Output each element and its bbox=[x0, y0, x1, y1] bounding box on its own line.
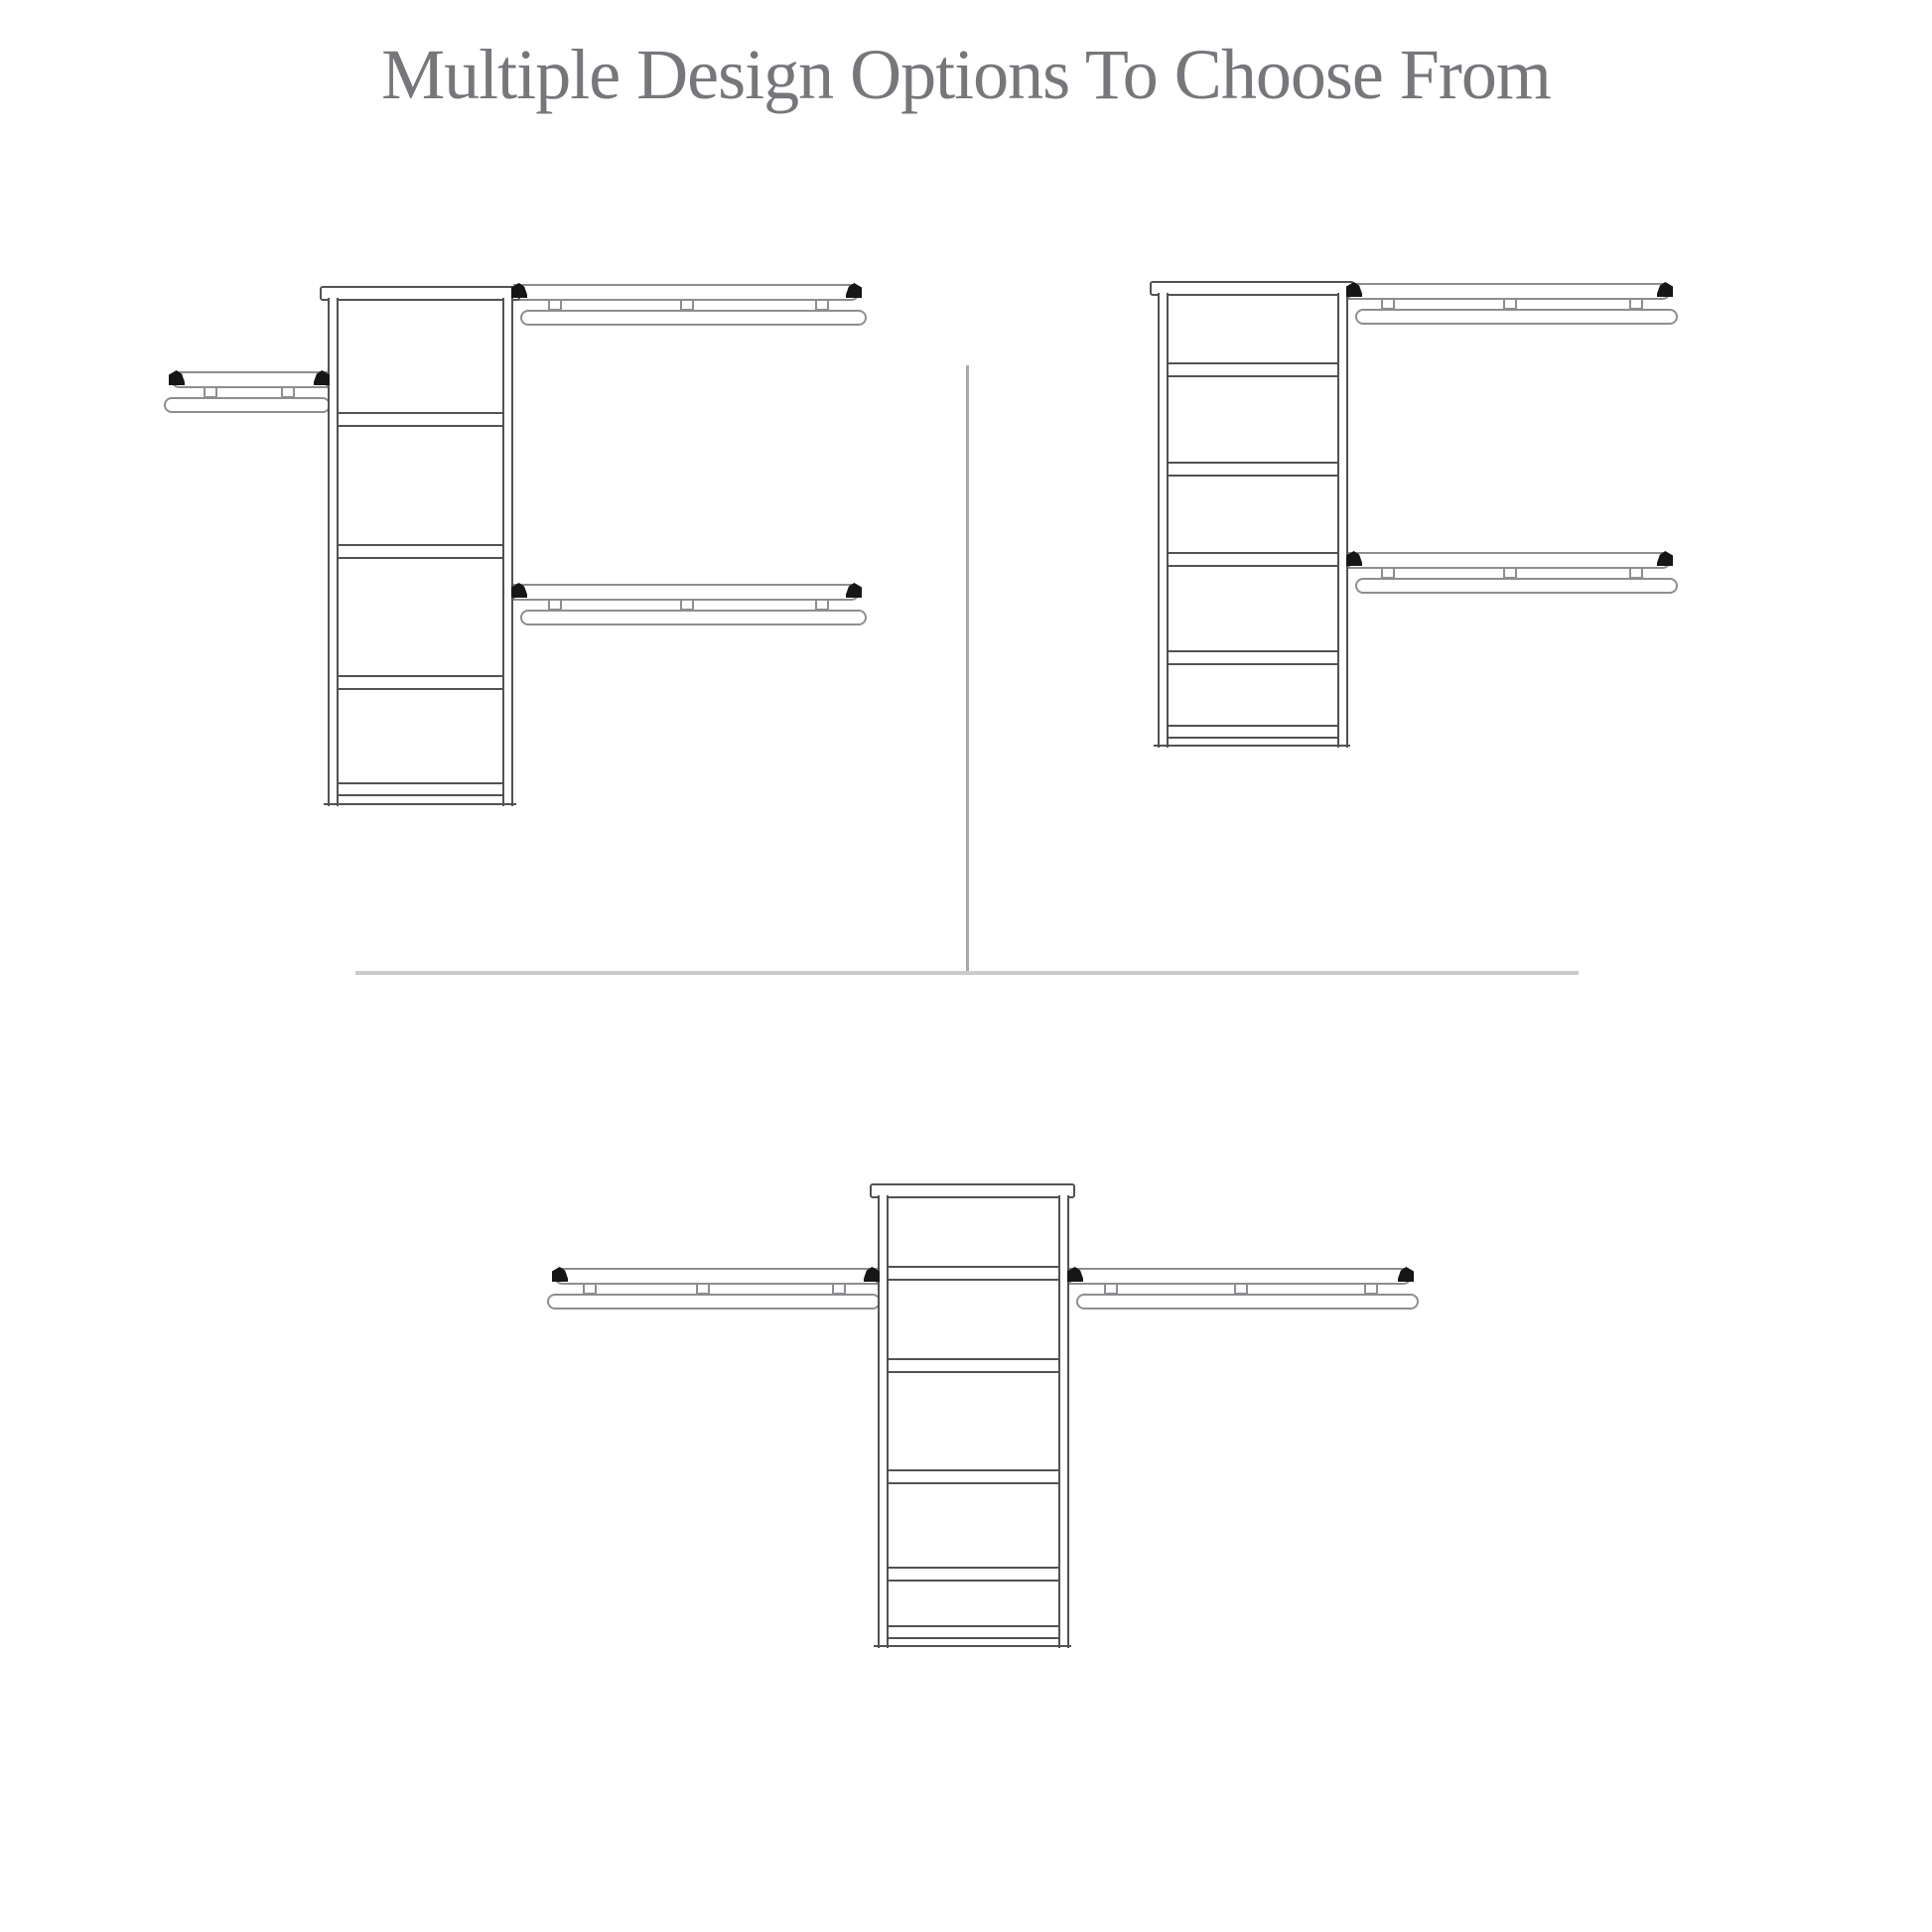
tower-side-rail-right bbox=[1058, 1195, 1069, 1648]
page-title: Multiple Design Options To Choose From bbox=[381, 35, 1551, 114]
tower-side-rail-left bbox=[1158, 293, 1169, 748]
tower-shelf bbox=[889, 1567, 1058, 1582]
rod-clip bbox=[1381, 298, 1395, 310]
rod-clip bbox=[680, 599, 694, 611]
rod-bar bbox=[520, 310, 867, 326]
rod-clip bbox=[1234, 1283, 1248, 1295]
tower-shelf bbox=[889, 1469, 1058, 1484]
rod-rail bbox=[554, 1268, 878, 1285]
tower-shelf bbox=[339, 675, 502, 690]
tower-side-rail-left bbox=[328, 298, 339, 806]
tower-bottom-line bbox=[1154, 745, 1350, 747]
rod-clip bbox=[548, 299, 562, 311]
rod-clip bbox=[281, 386, 295, 398]
rod-clip bbox=[1104, 1283, 1118, 1295]
rod-clip bbox=[1503, 567, 1517, 579]
tower-shelf bbox=[1169, 650, 1337, 665]
tower-bottom-shelf bbox=[889, 1625, 1058, 1639]
rod-clip bbox=[1503, 298, 1517, 310]
rod-clip bbox=[696, 1283, 710, 1295]
tower-shelf bbox=[889, 1358, 1058, 1373]
tower-top-cap bbox=[870, 1183, 1075, 1198]
rod-bar bbox=[164, 397, 331, 413]
tower-bottom-line bbox=[324, 803, 516, 805]
rod-clip bbox=[680, 299, 694, 311]
tower-shelf bbox=[1169, 462, 1337, 477]
rod-clip bbox=[583, 1283, 597, 1295]
rod-rail bbox=[171, 371, 328, 388]
tower-shelf bbox=[339, 544, 502, 559]
rod-clip bbox=[815, 299, 829, 311]
rod-bar bbox=[1076, 1294, 1419, 1310]
tower-side-rail-left bbox=[878, 1195, 889, 1648]
tower-side-rail-right bbox=[1337, 293, 1348, 748]
rod-bar bbox=[1355, 309, 1678, 325]
tower-shelf bbox=[339, 412, 502, 427]
rod-clip bbox=[204, 386, 217, 398]
rod-clip bbox=[1629, 567, 1643, 579]
tower-bottom-shelf bbox=[339, 782, 502, 796]
tower-top-cap bbox=[320, 286, 520, 301]
divider-horizontal bbox=[355, 971, 1579, 975]
tower-top-cap bbox=[1150, 281, 1354, 296]
tower-shelf bbox=[889, 1266, 1058, 1281]
tower-shelf bbox=[1169, 552, 1337, 567]
tower-bottom-line bbox=[874, 1645, 1071, 1647]
rod-bar bbox=[547, 1294, 881, 1310]
rod-clip bbox=[815, 599, 829, 611]
tower-side-rail-right bbox=[502, 298, 513, 806]
rod-clip bbox=[1629, 298, 1643, 310]
rod-clip bbox=[1381, 567, 1395, 579]
tower-shelf bbox=[1169, 362, 1337, 377]
rod-clip bbox=[1364, 1283, 1378, 1295]
rod-bar bbox=[520, 610, 867, 625]
tower-bottom-shelf bbox=[1169, 725, 1337, 739]
rod-clip bbox=[832, 1283, 846, 1295]
rod-clip bbox=[548, 599, 562, 611]
rod-bar bbox=[1355, 578, 1678, 594]
divider-vertical bbox=[966, 365, 969, 973]
